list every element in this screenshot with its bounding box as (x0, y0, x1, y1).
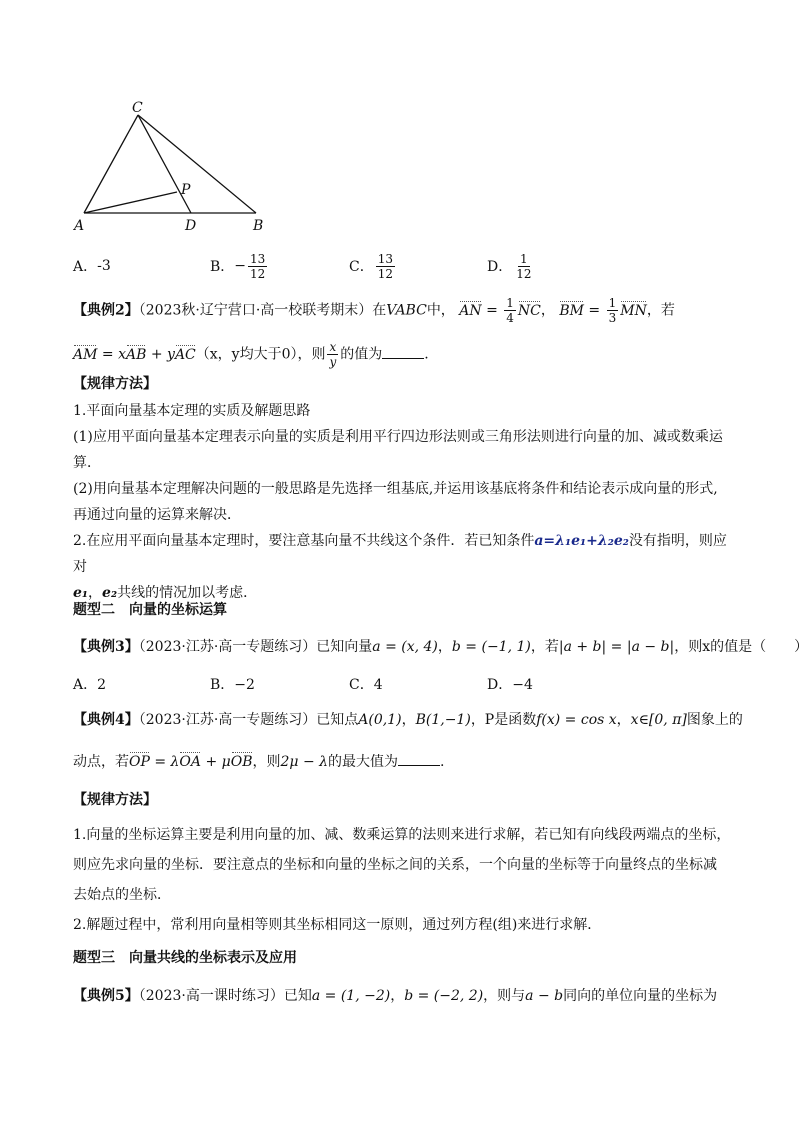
triangle-diagram (70, 100, 280, 235)
method-1-point-3b: 再通过向量的运算来解决． (73, 507, 241, 523)
edge-cd (138, 115, 191, 213)
example-4-line1: 【典例4】（2023·江苏·高一专题练习）已知点A(0,1)，B(1,−1)，P是函数f(x) = cos x，x∈[0, π]图象上的 (73, 712, 743, 728)
option-fraction: $\frac{13}{12}$ (377, 251, 393, 281)
q3-option-d[interactable]: D．−4 (487, 677, 533, 693)
option-label: A． (73, 259, 98, 275)
example-5-line: 【典例5】（2023·高一课时练习）已知a = (1, −2)，b = (−2, 2)，则与a − b同向的单位向量的坐标为 (73, 988, 718, 1004)
q1-options (73, 246, 723, 286)
option-label: C． (349, 259, 374, 275)
q3-option-c[interactable]: C．4 (349, 677, 383, 693)
vector-nc: NC (517, 302, 541, 319)
option-fraction: $\frac{13}{12}$ (250, 251, 266, 281)
edge-cb (138, 115, 256, 213)
label-c: C (132, 100, 143, 116)
example-tag: 【典例5】 (73, 988, 139, 1004)
method-heading-2: 【规律方法】 (73, 792, 157, 808)
option-label: D． (487, 259, 513, 275)
label-p: P (181, 182, 191, 198)
answer-blank[interactable] (382, 346, 424, 359)
q3-option-a[interactable]: A．2 (73, 677, 107, 693)
method-1-body (73, 398, 733, 606)
q1-option-c[interactable] (349, 246, 397, 286)
option-sign: − (234, 258, 247, 274)
label-d: D (185, 218, 197, 234)
example-tag: 【典例4】 (73, 712, 139, 728)
method-2-point-1b: 则应先求向量的坐标．要注意点的坐标和向量的坐标之间的关系，一个向量的坐标等于向量终点的坐标减 (73, 857, 717, 873)
example-2-line2: AM = xAB + yAC（x，y均大于0），则 $\frac{x}{y}$ 的值为 . (73, 340, 429, 369)
vector-op: OP (129, 754, 150, 770)
q1-option-b[interactable] (210, 246, 269, 286)
label-a: A (74, 218, 85, 234)
method-1-point-2a: (1)应用平面向量基本定理表示向量的实质是利用平行四边形法则或三角形法则进行向量的加、减或数乘运 (73, 429, 723, 445)
vector-bm: BM (559, 302, 584, 319)
vector-am: AM (73, 346, 98, 363)
vector-ac: AC (174, 346, 196, 363)
option-fraction: $\frac{1}{12}$ (516, 251, 532, 281)
method-1-point-2b: 算． (73, 455, 101, 471)
example-2-line1: 【典例2】（2023秋·辽宁营口·高一校联考期末）在VABC中， AN = $\frac{1}{4}$ NC， BM = $\frac{1}{3}$ MN，若 (73, 296, 675, 325)
method-1-point-4b: e₁，e₂共线的情况加以考虑． (73, 585, 258, 601)
example-tag: 【典例2】 (73, 302, 139, 319)
vector-ab: AB (125, 346, 147, 363)
example-3-line: 【典例3】（2023·江苏·高一专题练习）已知向量a = (x, 4)，b = (−1, 1)，若|a + b| = |a − b|，则x的值是（ ） (73, 639, 808, 655)
option-label: B． (210, 259, 235, 275)
method-2-point-1a: 1.向量的坐标运算主要是利用向量的加、减、数乘运算的法则来进行求解，若已知有向线段两端点的坐标， (73, 827, 731, 843)
vector-an: AN (459, 302, 482, 319)
method-2-point-1c: 去始点的坐标． (73, 887, 171, 903)
method-heading-1: 【规律方法】 (73, 376, 157, 392)
method-1-point-1: 1.平面向量基本定理的实质及解题思路 (73, 403, 311, 419)
q1-option-d[interactable] (487, 246, 536, 286)
section-heading-type-3: 题型三 向量共线的坐标表示及应用 (73, 950, 297, 966)
label-b: B (253, 218, 264, 234)
q3-option-b[interactable]: B．−2 (210, 677, 255, 693)
section-heading-type-2: 题型二 向量的坐标运算 (73, 602, 227, 618)
example-4-line2: 动点，若OP = λOA + μOB，则2μ − λ的最大值为 . (73, 754, 445, 770)
triangle-figure (70, 100, 280, 235)
q1-option-a[interactable] (73, 246, 111, 286)
edge-ap (84, 192, 177, 213)
vector-oa: OA (179, 754, 202, 770)
method-2-body (73, 820, 733, 940)
q3-options (73, 672, 723, 696)
option-value: -3 (97, 258, 111, 274)
vector-mn: MN (620, 302, 647, 319)
method-2-point-2: 2.解题过程中，常利用向量相等则其坐标相同这一原则，通过列方程(组)来进行求解． (73, 917, 602, 933)
vector-ob: OB (230, 754, 253, 770)
edge-ac (84, 115, 138, 213)
method-1-point-4a: 2.在应用平面向量基本定理时，要注意基向量不共线这个条件．若已知条件a=λ₁e₁+λ₂e₂没有指明，则应对 (73, 533, 727, 575)
method-1-point-3a: (2)用向量基本定理解决问题的一般思路是先选择一组基底,并运用该基底将条件和结论表示成向量的形式, (73, 481, 718, 497)
example-tag: 【典例3】 (73, 639, 139, 655)
answer-blank[interactable] (398, 753, 440, 766)
